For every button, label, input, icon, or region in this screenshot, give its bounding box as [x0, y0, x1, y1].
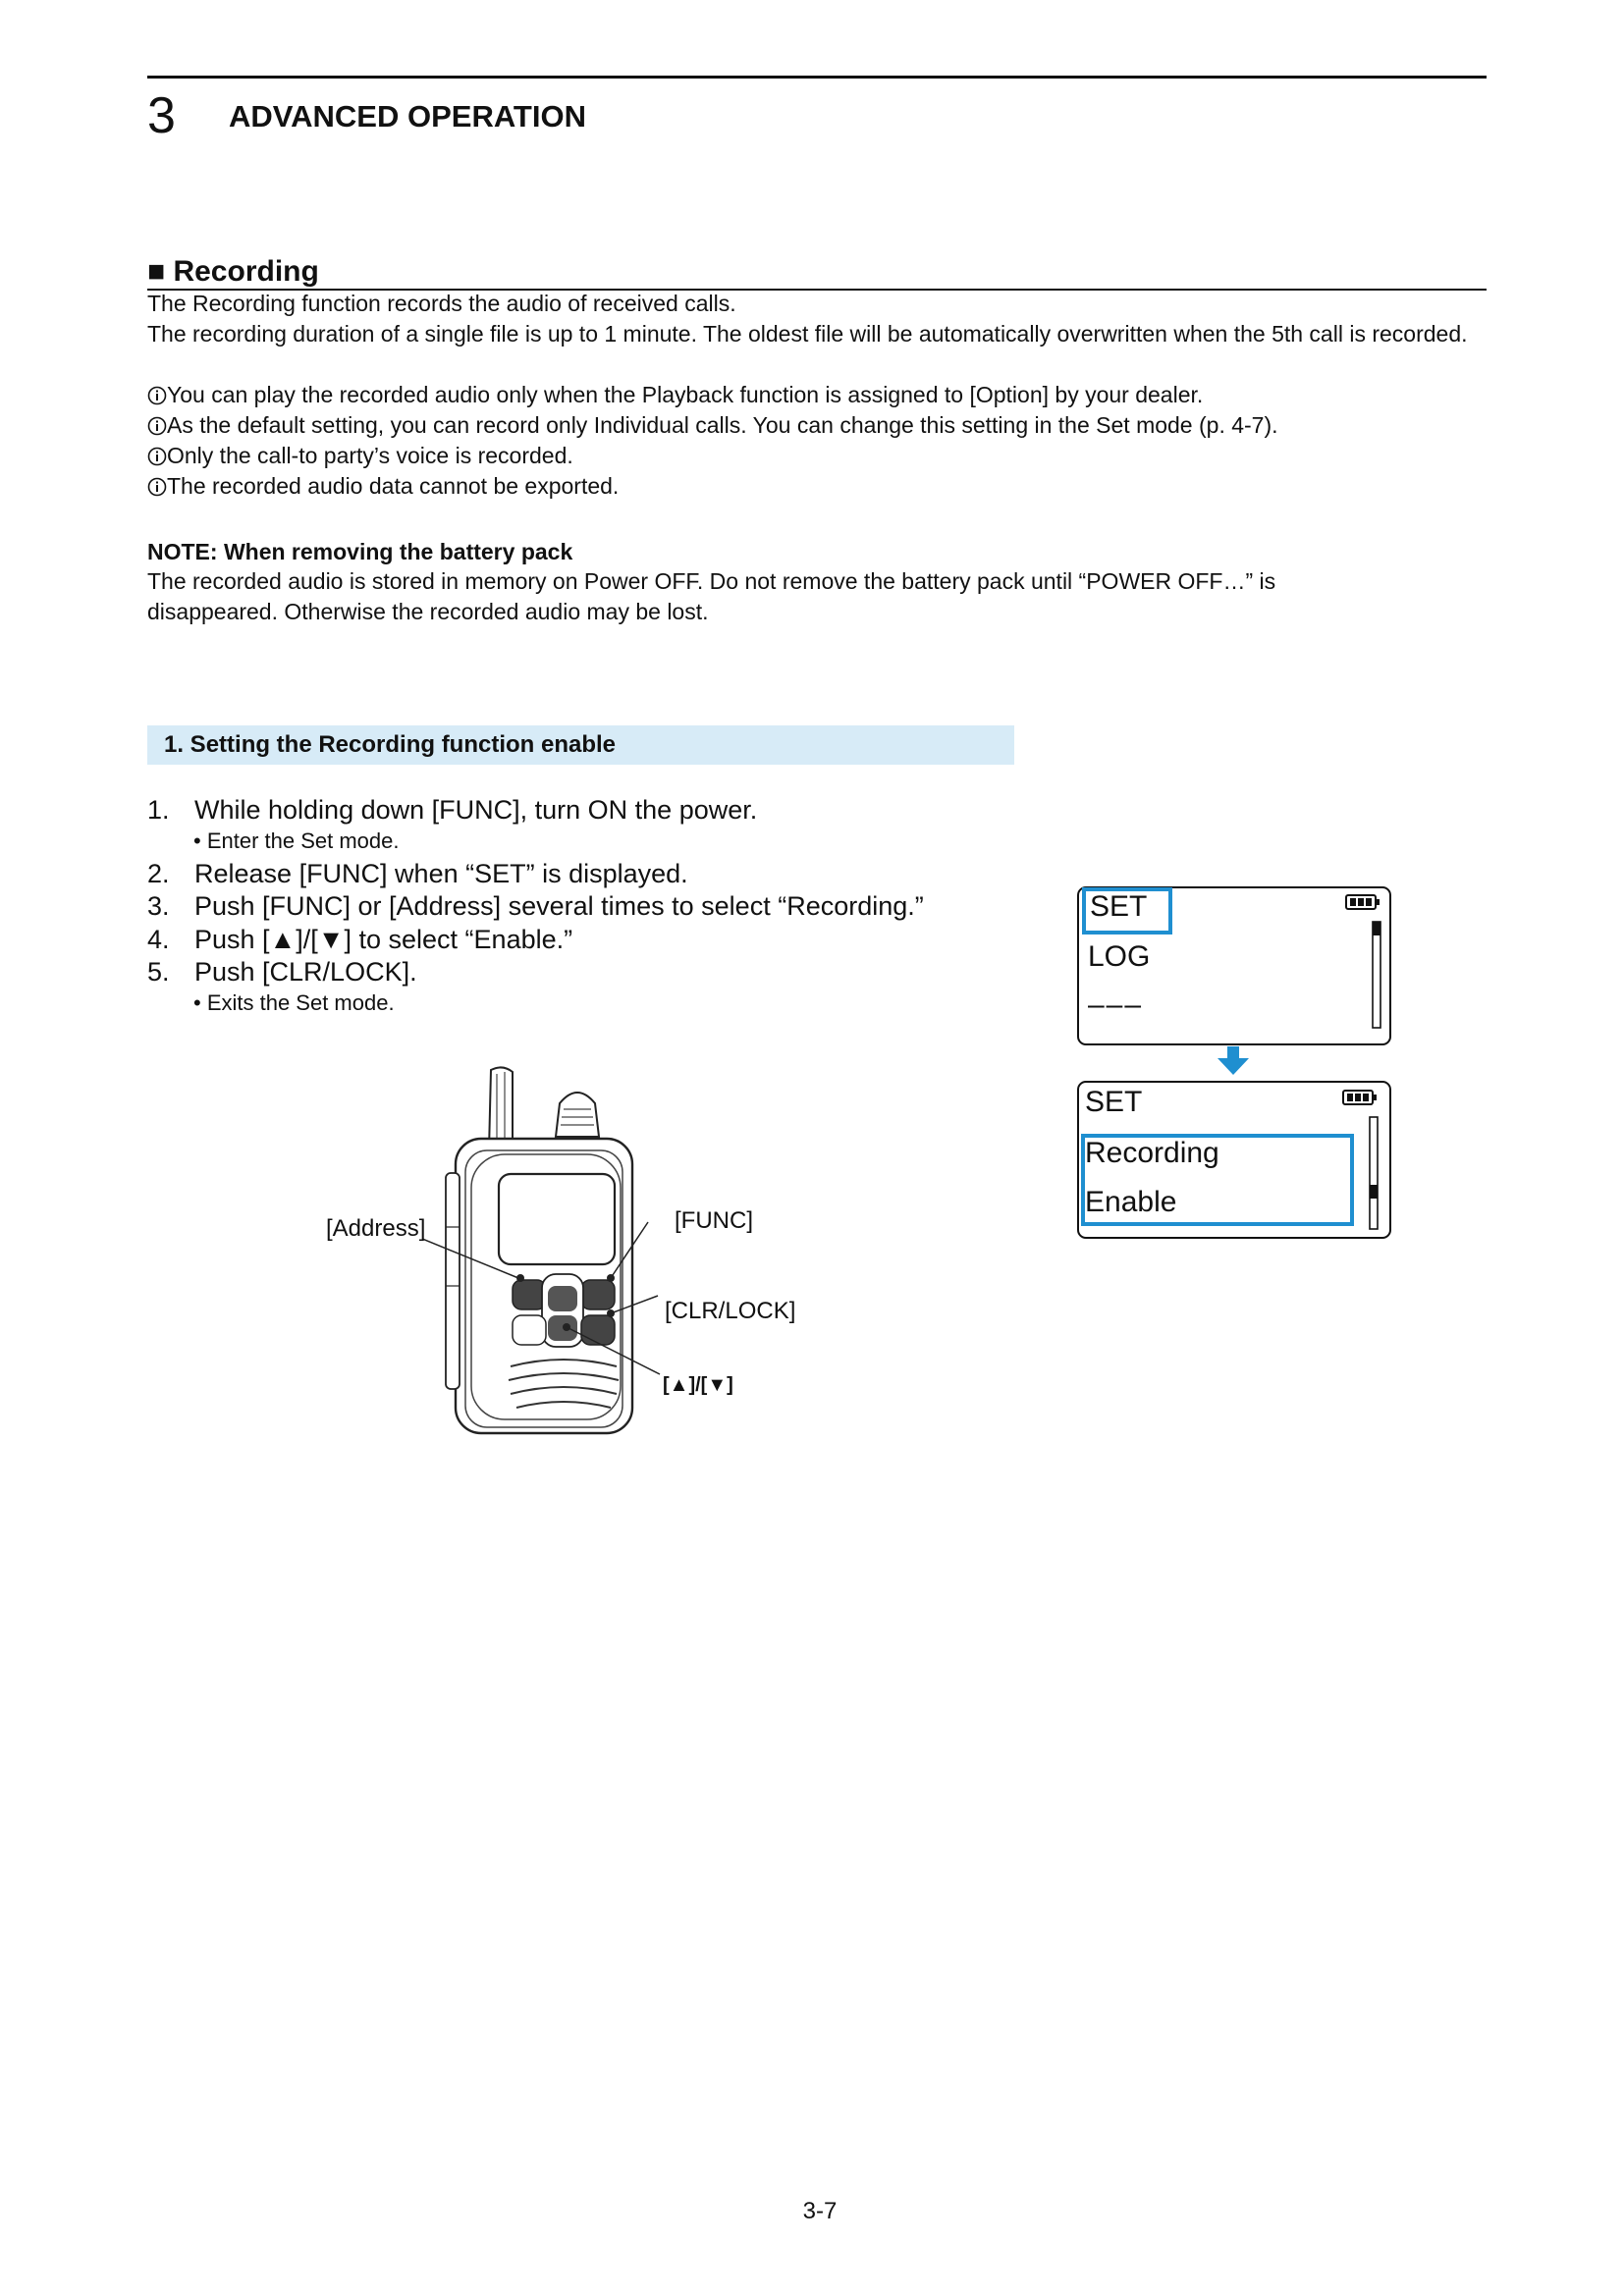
step-text: Push [CLR/LOCK]. [194, 957, 417, 987]
scrollbar-1 [1371, 921, 1382, 1029]
up-down-label: [▲]/[▼] [663, 1374, 733, 1396]
step-text: Release [FUNC] when “SET” is displayed. [194, 859, 688, 888]
note-title: NOTE: When removing the battery pack [147, 539, 573, 564]
page-number: 3-7 [802, 2198, 838, 2224]
battery-icon [1342, 1089, 1378, 1106]
intro-line-1: The Recording function records the audio of received calls. [147, 291, 736, 316]
info-item-2 [147, 410, 1278, 441]
arrow-down-icon [1214, 1044, 1253, 1078]
info-text: The recorded audio data cannot be exported. [167, 473, 620, 499]
lcd1-line-1: SET [1090, 890, 1148, 923]
info-icon [147, 386, 167, 405]
scrollbar-2 [1368, 1116, 1380, 1230]
lcd2-line-3: Enable [1085, 1186, 1177, 1218]
step-5-note: • Exits the Set mode. [193, 990, 395, 1015]
chapter-title: ADVANCED OPERATION [229, 99, 586, 133]
step-2 [147, 857, 688, 890]
step-1-note: • Enter the Set mode. [193, 828, 400, 853]
step-3 [147, 889, 924, 923]
info-item-4 [147, 471, 619, 502]
step-4 [147, 923, 572, 956]
battery-icon [1345, 893, 1380, 911]
step-1 [147, 793, 757, 827]
chapter-number: 3 [147, 87, 176, 144]
lcd2-line-2: Recording [1085, 1137, 1219, 1169]
info-item-1 [147, 380, 1203, 410]
info-item-3 [147, 441, 573, 471]
address-label: [Address] [326, 1215, 426, 1242]
func-label: [FUNC] [675, 1207, 753, 1234]
info-text: You can play the recorded audio only when the Playback function is assigned to [Option] by your dealer. [167, 382, 1204, 407]
step-number: 2. [147, 859, 170, 888]
step-number: 5. [147, 957, 170, 987]
info-text: Only the call-to party’s voice is recorded. [167, 443, 573, 468]
section-title: ■ Recording [147, 255, 319, 288]
intro-line-2: The recording duration of a single file is up to 1 minute. The oldest file will be automatically overwritten when the 5th call is recorded. [147, 321, 1468, 347]
step-number: 4. [147, 925, 170, 954]
step-number: 3. [147, 891, 170, 921]
lcd1-line-2: LOG [1088, 940, 1151, 973]
info-icon [147, 416, 167, 436]
info-icon [147, 447, 167, 466]
header-rule [147, 76, 1487, 79]
lcd2-line-1: SET [1085, 1086, 1143, 1118]
step-number: 1. [147, 795, 170, 825]
lcd1-line-3: ––– [1088, 988, 1144, 1021]
step-5 [147, 955, 417, 988]
clr-lock-label: [CLR/LOCK] [665, 1298, 796, 1324]
subsection-title: 1. Setting the Recording function enable [164, 731, 617, 758]
note-text: The recorded audio is stored in memory on Power OFF. Do not remove the battery pack until “POWER OFF…” is disappeared. Otherwise the recorded audio may be lost. [147, 568, 1276, 624]
step-text: Push [▲]/[▼] to select “Enable.” [194, 925, 573, 954]
step-text: Push [FUNC] or [Address] several times to select “Recording.” [194, 891, 924, 921]
info-icon [147, 477, 167, 497]
callout-lines [422, 1217, 677, 1394]
info-text: As the default setting, you can record only Individual calls. You can change this setting in the Set mode (p. 4-7). [167, 412, 1278, 438]
step-text: While holding down [FUNC], turn ON the power. [194, 795, 758, 825]
